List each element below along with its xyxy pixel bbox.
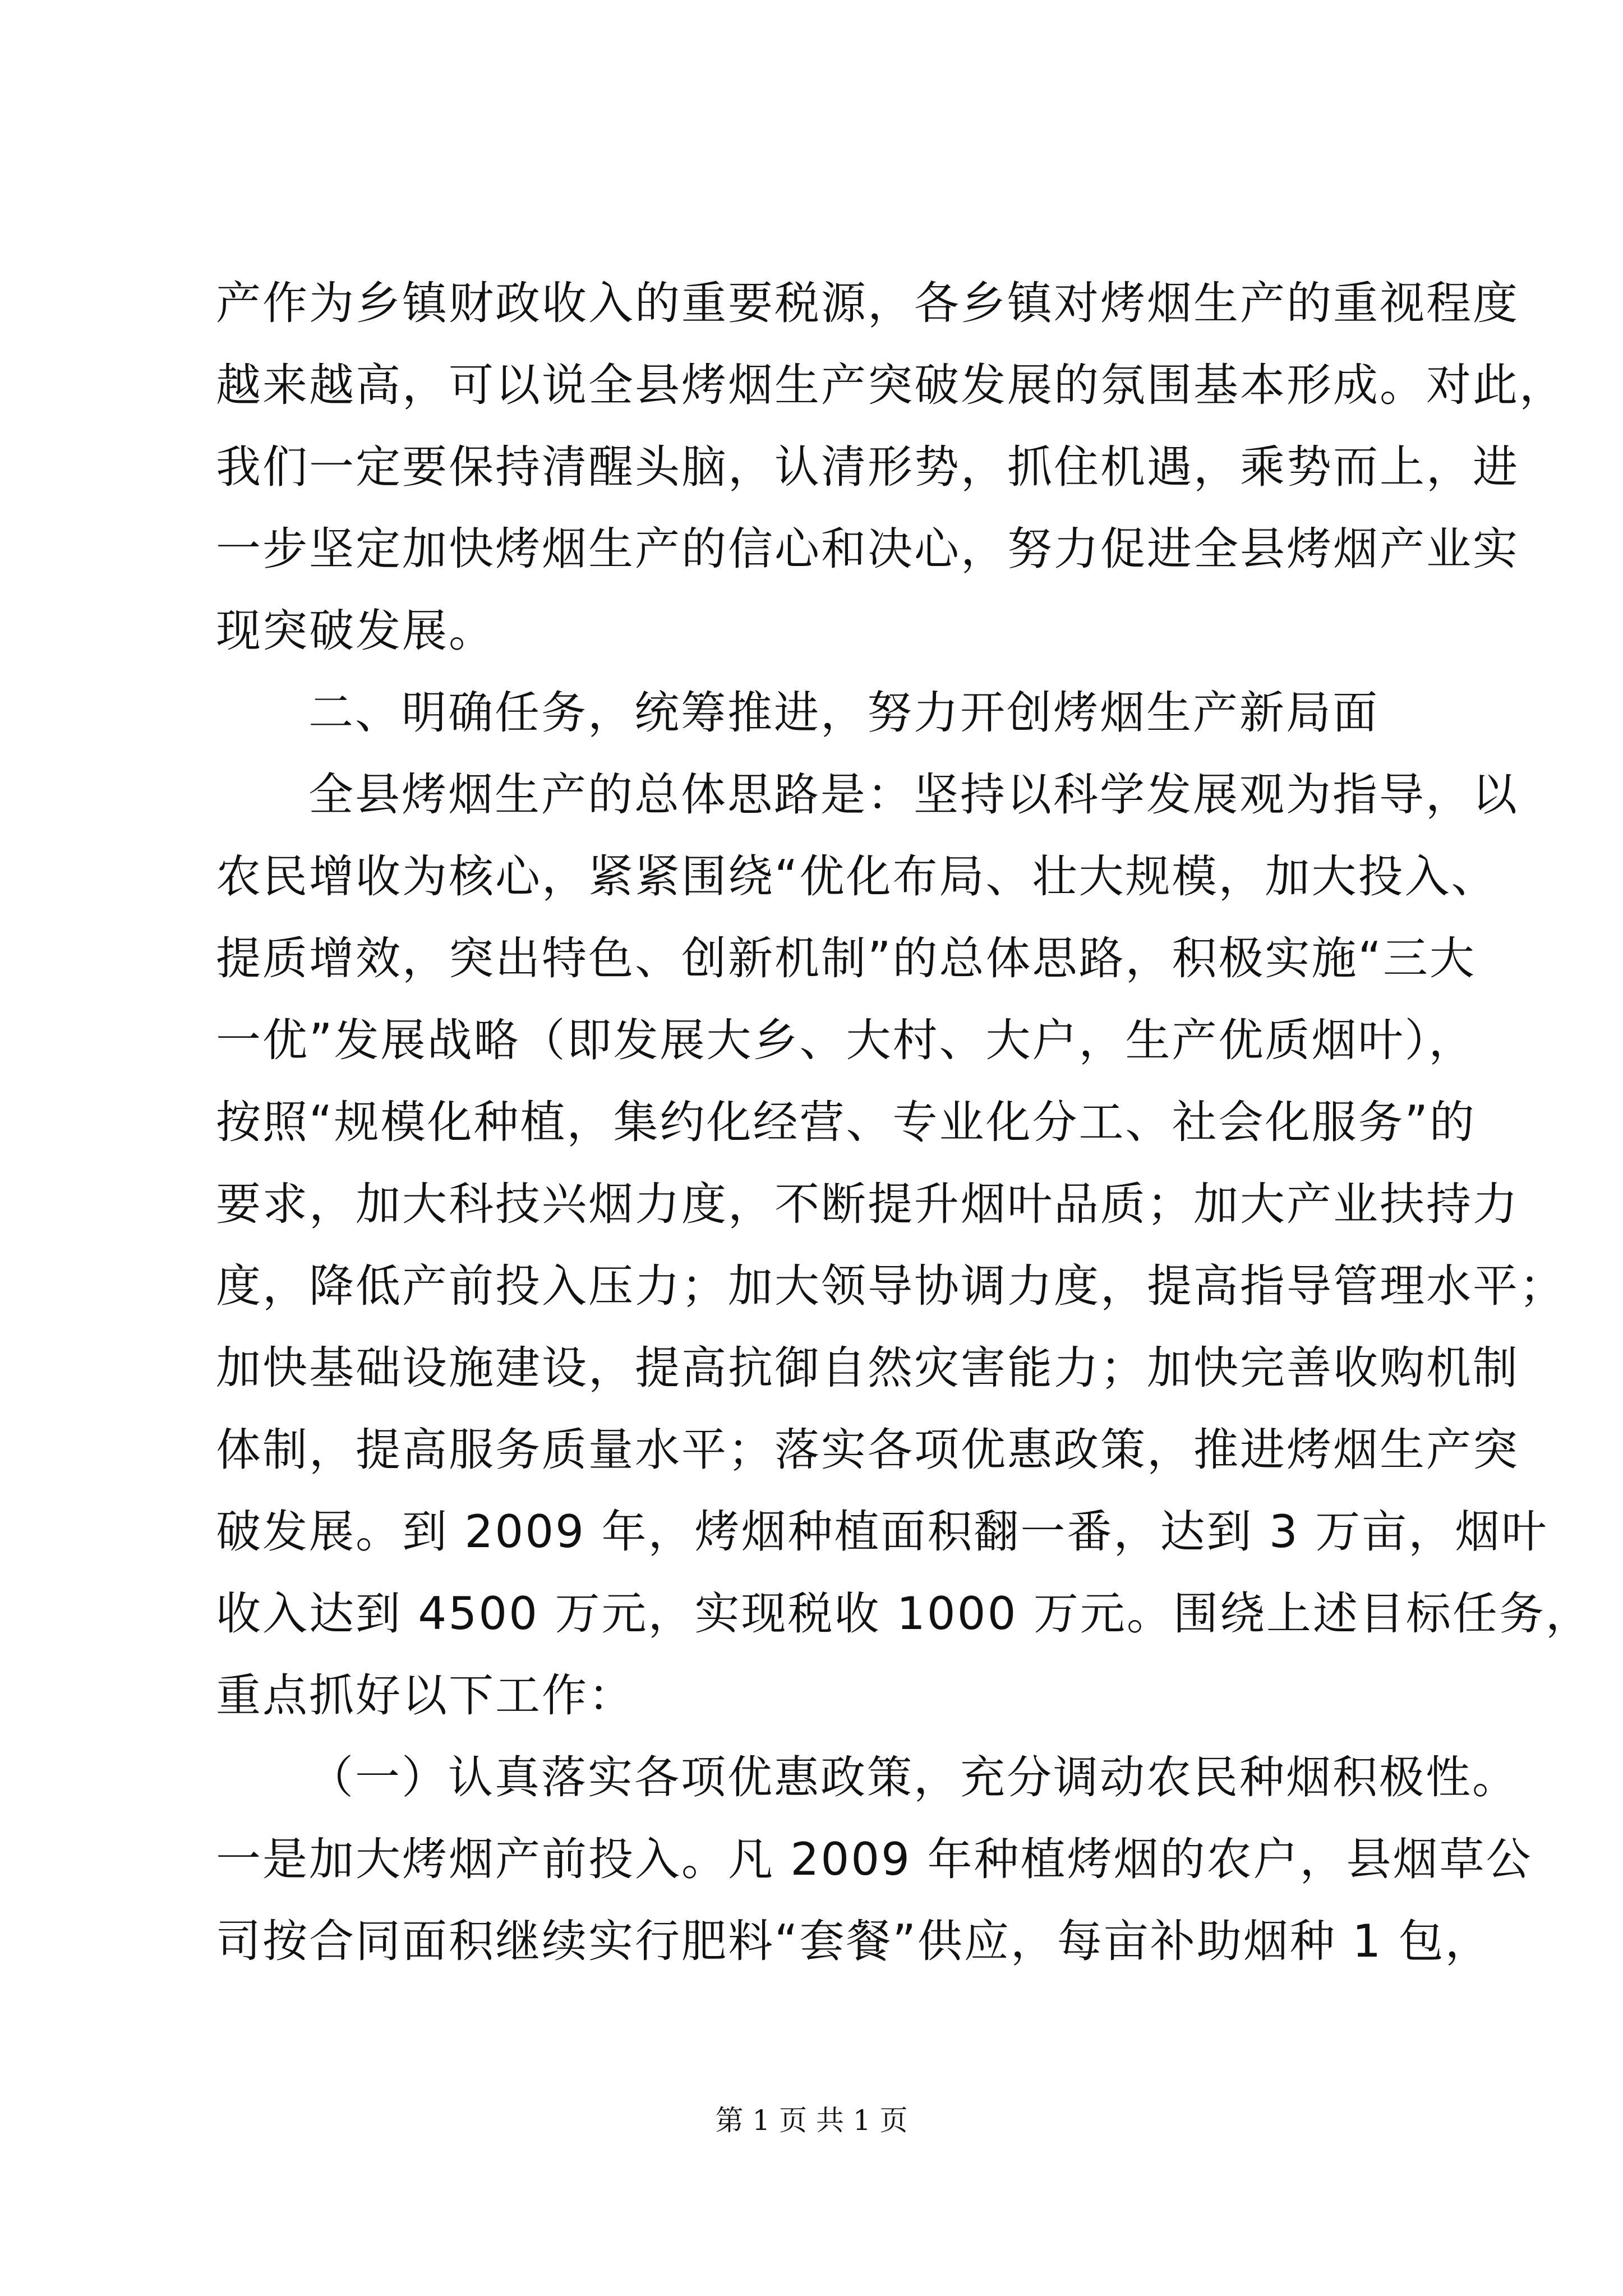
page-number-footer: 第 1 页 共 1 页 — [715, 2104, 908, 2137]
text-line: 破发展。到 2009 年，烤烟种植面积翻一番，达到 3 万亩，烟叶 — [216, 1506, 1548, 1558]
text-line: 度，降低产前投入压力；加大领导协调力度，提高指导管理水平； — [216, 1260, 1566, 1312]
text-line: 产作为乡镇财政收入的重要税源，各乡镇对烤烟生产的重视程度 — [216, 277, 1519, 329]
text-line: 要求，加大科技兴烟力度，不断提升烟叶品质；加大产业扶持力 — [216, 1178, 1519, 1230]
text-line: 收入达到 4500 万元，实现税收 1000 万元。围绕上述目标任务， — [216, 1588, 1592, 1640]
text-line: 一优”发展战略（即发展大乡、大村、大户，生产优质烟叶）， — [216, 1014, 1476, 1066]
document-body — [216, 263, 1592, 1982]
subsection-heading: （一）认真落实各项优惠政策，充分调动农民种烟积极性。 — [308, 1751, 1519, 1803]
text-line: 体制，提高服务质量水平；落实各项优惠政策，推进烤烟生产突 — [216, 1424, 1519, 1476]
text-line: 一步坚定加快烤烟生产的信心和决心，努力促进全县烤烟产业实 — [216, 523, 1519, 575]
text-line: 越来越高，可以说全县烤烟生产突破发展的氛围基本形成。对此， — [216, 359, 1566, 411]
section-heading: 二、明确任务，统筹推进，努力开创烤烟生产新局面 — [308, 687, 1379, 739]
text-line: 加快基础设施建设，提高抗御自然灾害能力；加快完善收购机制 — [216, 1342, 1519, 1394]
text-line: 现突破发展。 — [216, 605, 495, 657]
text-line: 重点抓好以下工作： — [216, 1669, 635, 1722]
text-line: 按照“规模化种植，集约化经营、专业化分工、社会化服务”的 — [216, 1096, 1476, 1148]
text-line: 一是加大烤烟产前投入。凡 2009 年种植烤烟的农户，县烟草公 — [216, 1833, 1533, 1885]
text-line: 提质增效，突出特色、创新机制”的总体思路，积极实施“三大 — [216, 932, 1476, 984]
text-line: 农民增收为核心，紧紧围绕“优化布局、壮大规模，加大投入、 — [216, 850, 1498, 903]
text-line: 全县烤烟生产的总体思路是：坚持以科学发展观为指导，以 — [308, 769, 1519, 821]
text-line: 我们一定要保持清醒头脑，认清形势，抓住机遇，乘势而上，进 — [216, 441, 1519, 493]
text-line: 司按合同面积继续实行肥料“套餐”供应，每亩补助烟种 1 包， — [216, 1915, 1492, 1967]
